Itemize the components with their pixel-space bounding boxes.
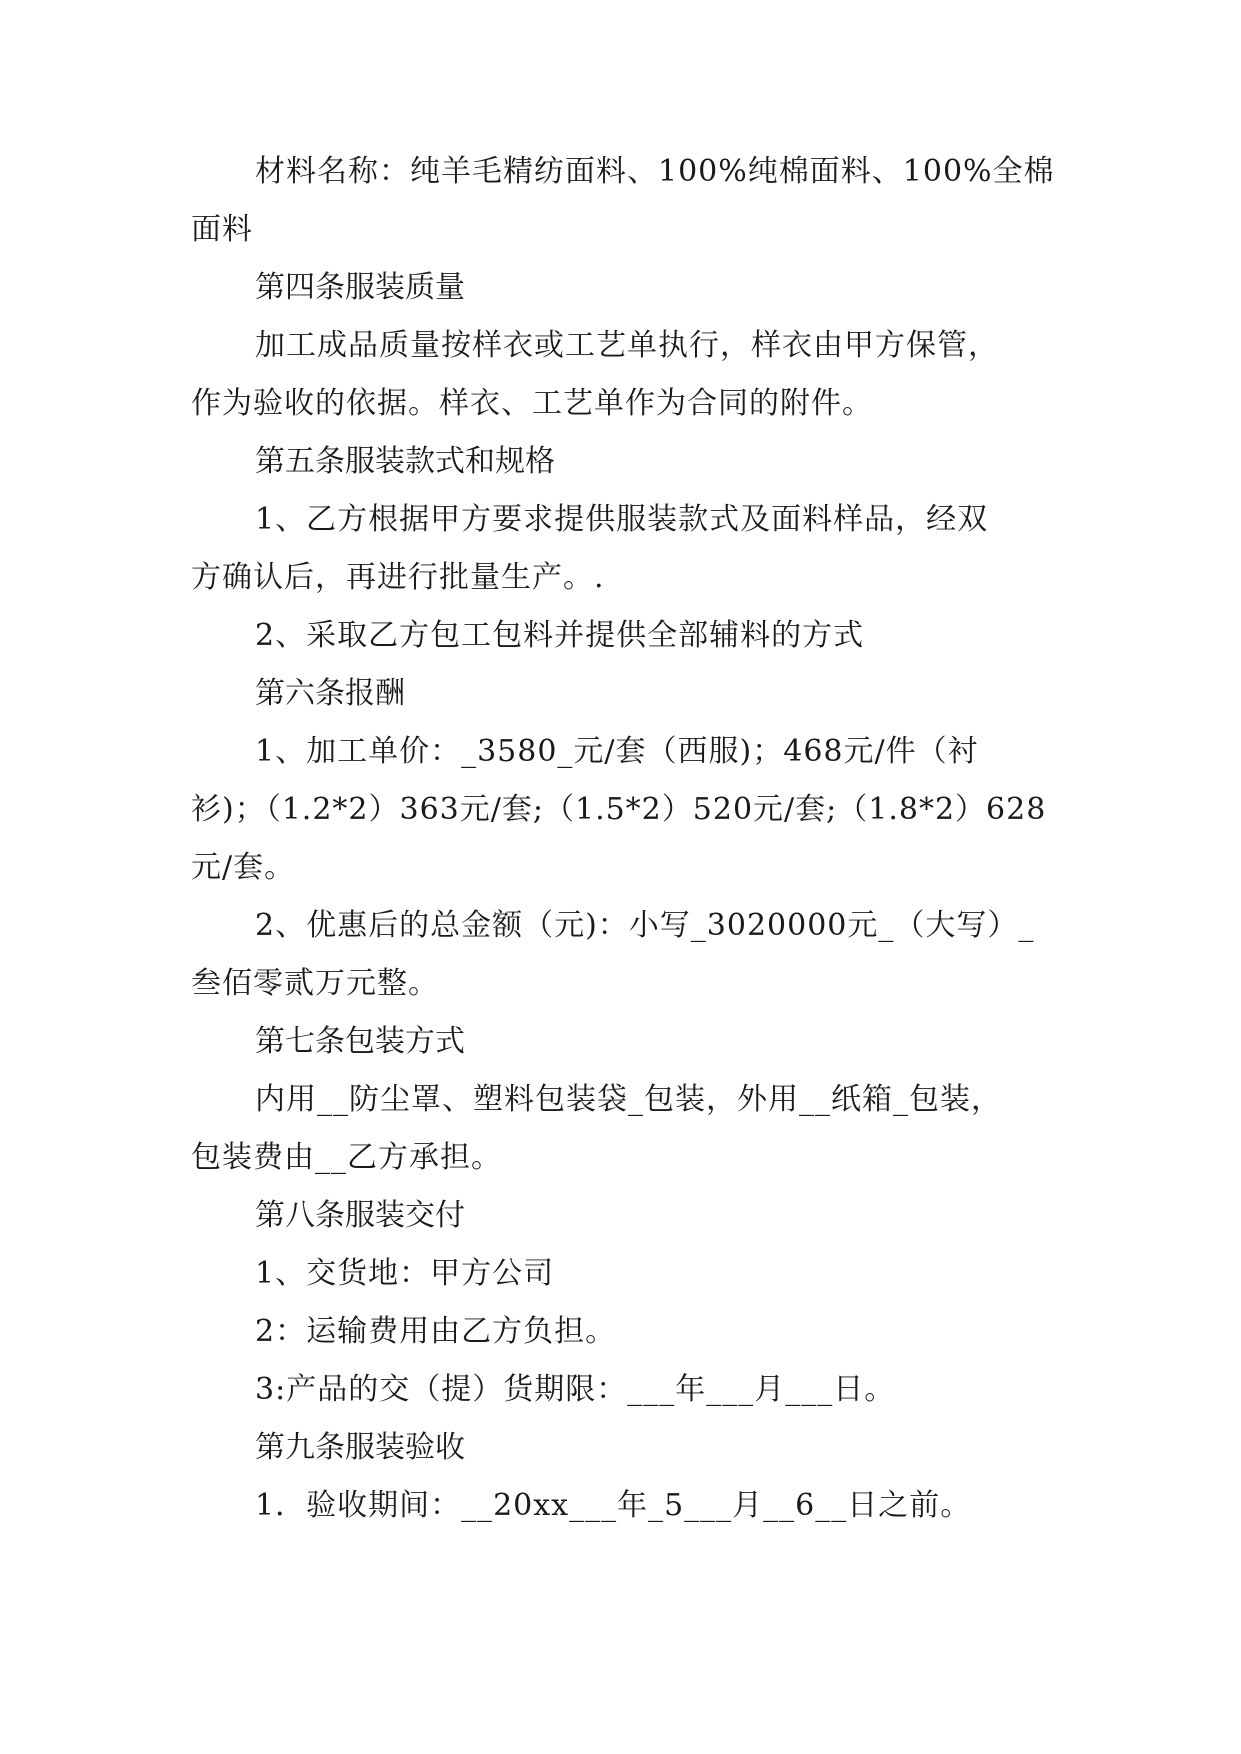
article-8-item-3: 3:产品的交（提）货期限：___年___月___日。 [255, 1372, 896, 1407]
article-6-item-2-line-2: 叁佰零贰万元整。 [191, 966, 439, 1001]
article-4-text-line-1: 加工成品质量按样衣或工艺单执行，样衣由甲方保管， [255, 328, 999, 363]
article-5-item-1-line-2: 方确认后，再进行批量生产。. [191, 560, 605, 595]
article-5-item-2: 2、采取乙方包工包料并提供全部辅料的方式 [255, 618, 865, 653]
article-5-item-1-line-1: 1、乙方根据甲方要求提供服装款式及面料样品，经双 [255, 502, 989, 537]
article-6-item-1-line-3: 元/套。 [191, 850, 296, 885]
article-6-item-1-line-1: 1、加工单价：_3580_元/套（西服)；468元/件（衬 [255, 734, 979, 769]
article-7-text-line-1: 内用__防尘罩、塑料包装袋_包装，外用__纸箱_包装， [255, 1082, 1002, 1117]
article-8-item-2: 2：运输费用由乙方负担。 [255, 1314, 617, 1349]
article-9-item-1: 1．验收期间：__20xx___年_5___月__6__日之前。 [255, 1488, 972, 1523]
article-8-heading: 第八条服装交付 [255, 1198, 465, 1233]
article-9-heading: 第九条服装验收 [255, 1430, 465, 1465]
material-names-line-1: 材料名称：纯羊毛精纺面料、100%纯棉面料、100%全棉 [255, 154, 1055, 189]
article-5-heading: 第五条服装款式和规格 [255, 444, 555, 479]
article-6-heading: 第六条报酬 [255, 676, 405, 711]
article-4-text-line-2: 作为验收的依据。样衣、工艺单作为合同的附件。 [191, 386, 873, 421]
material-names-line-2: 面料 [191, 212, 253, 247]
article-4-heading: 第四条服装质量 [255, 270, 465, 305]
article-7-heading: 第七条包装方式 [255, 1024, 465, 1059]
article-8-item-1: 1、交货地：甲方公司 [255, 1256, 555, 1291]
article-7-text-line-2: 包装费由__乙方承担。 [191, 1140, 502, 1175]
article-6-item-1-line-2: 衫)；（1.2*2）363元/套;（1.5*2）520元/套;（1.8*2）628 [191, 792, 1047, 827]
article-6-item-2-line-1: 2、优惠后的总金额（元)：小写_3020000元_（大写）_ [255, 908, 1035, 943]
